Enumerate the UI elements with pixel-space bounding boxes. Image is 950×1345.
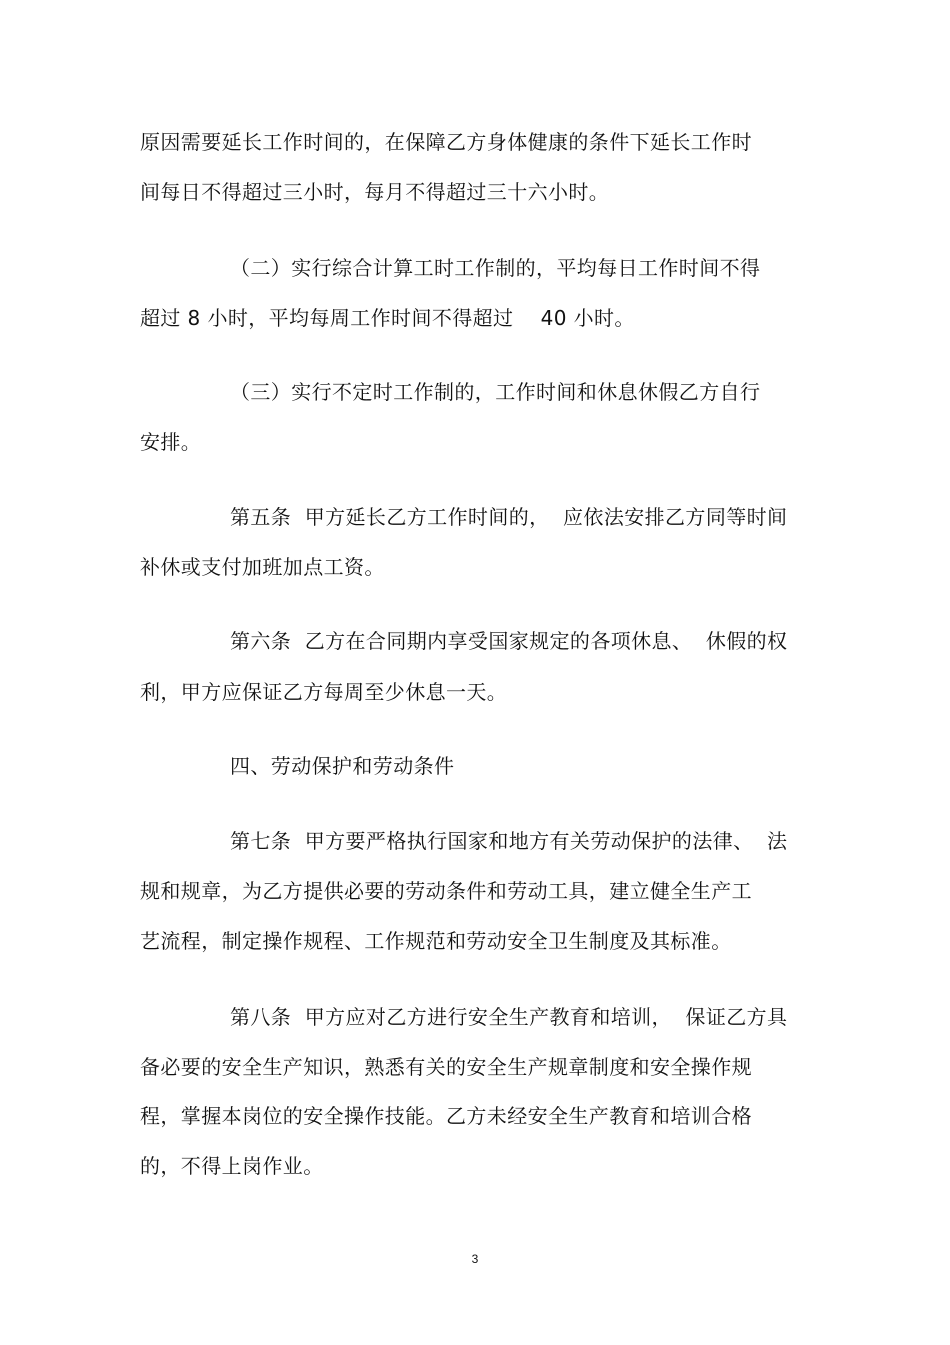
paragraph-line: 第七条 甲方要严格执行国家和地方有关劳动保护的法律、 法 (230, 829, 788, 853)
section-heading: 四、劳动保护和劳动条件 (230, 754, 455, 778)
paragraph-line: 安排。 (140, 430, 202, 454)
paragraph-line: 第五条 甲方延长乙方工作时间的， 应依法安排乙方同等时间 (230, 505, 788, 529)
paragraph-line: 的，不得上岗作业。 (140, 1154, 324, 1178)
paragraph-line: （二）实行综合计算工时工作制的，平均每日工作时间不得 (230, 256, 761, 280)
paragraph-line: 第八条 甲方应对乙方进行安全生产教育和培训， 保证乙方具 (230, 1005, 788, 1029)
paragraph-line: 超过 8 小时，平均每周工作时间不得超过 40 小时。 (140, 306, 635, 330)
paragraph-line: 原因需要延长工作时间的，在保障乙方身体健康的条件下延长工作时 (140, 130, 752, 154)
paragraph-line: 利，甲方应保证乙方每周至少休息一天。 (140, 680, 508, 704)
paragraph-line: 备必要的安全生产知识，熟悉有关的安全生产规章制度和安全操作规 (140, 1055, 752, 1079)
paragraph-line: 补休或支付加班加点工资。 (140, 555, 385, 579)
paragraph-line: 程，掌握本岗位的安全操作技能。乙方未经安全生产教育和培训合格 (140, 1104, 752, 1128)
paragraph-line: （三）实行不定时工作制的，工作时间和休息休假乙方自行 (230, 380, 761, 404)
page-number: 3 (471, 1252, 479, 1266)
paragraph-line: 艺流程，制定操作规程、工作规范和劳动安全卫生制度及其标准。 (140, 929, 732, 953)
paragraph-line: 规和规章，为乙方提供必要的劳动条件和劳动工具，建立健全生产工 (140, 879, 752, 903)
paragraph-line: 间每日不得超过三小时，每月不得超过三十六小时。 (140, 180, 610, 204)
paragraph-line: 第六条 乙方在合同期内享受国家规定的各项休息、 休假的权 (230, 629, 788, 653)
